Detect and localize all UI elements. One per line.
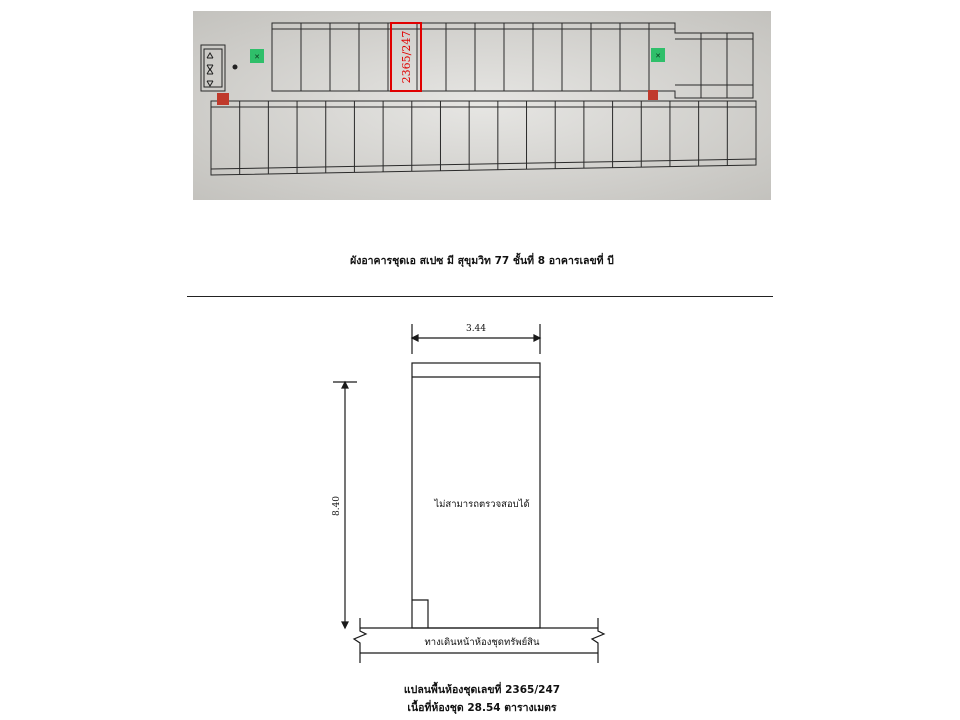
unit-plan-title: แปลนพื้นห้องชุดเลขที่ 2365/247	[403, 684, 561, 696]
walkway-label: ทางเดินหน้าห้องชุดทรัพย์สิน	[424, 637, 540, 648]
svg-text:✕: ✕	[254, 53, 260, 61]
fire-marker-icon	[648, 90, 658, 100]
exit-sign-icon	[651, 48, 665, 62]
unit-area: เนื้อที่ห้องชุด 28.54 ตารางเมตร	[407, 702, 557, 714]
height-dimension: 8.40	[332, 495, 342, 517]
width-dimension: 3.44	[465, 324, 487, 334]
key-plan-caption: ผังอาคารชุดเอ สเปซ มี สุขุมวิท 77 ชั้นที่ 8 อาคารเลขที่ บี	[350, 255, 614, 267]
key-plan-image	[193, 11, 771, 200]
fire-marker-icon	[217, 93, 229, 105]
interior-note: ไม่สามารถตรวจสอบได้	[434, 499, 530, 510]
svg-text:✕: ✕	[655, 52, 661, 60]
highlighted-unit-label: 2365/247	[400, 30, 413, 84]
key-plan-drawing	[193, 11, 771, 200]
exit-sign-icon	[250, 49, 264, 63]
unit-floor-plan	[300, 318, 640, 663]
divider	[187, 296, 773, 297]
